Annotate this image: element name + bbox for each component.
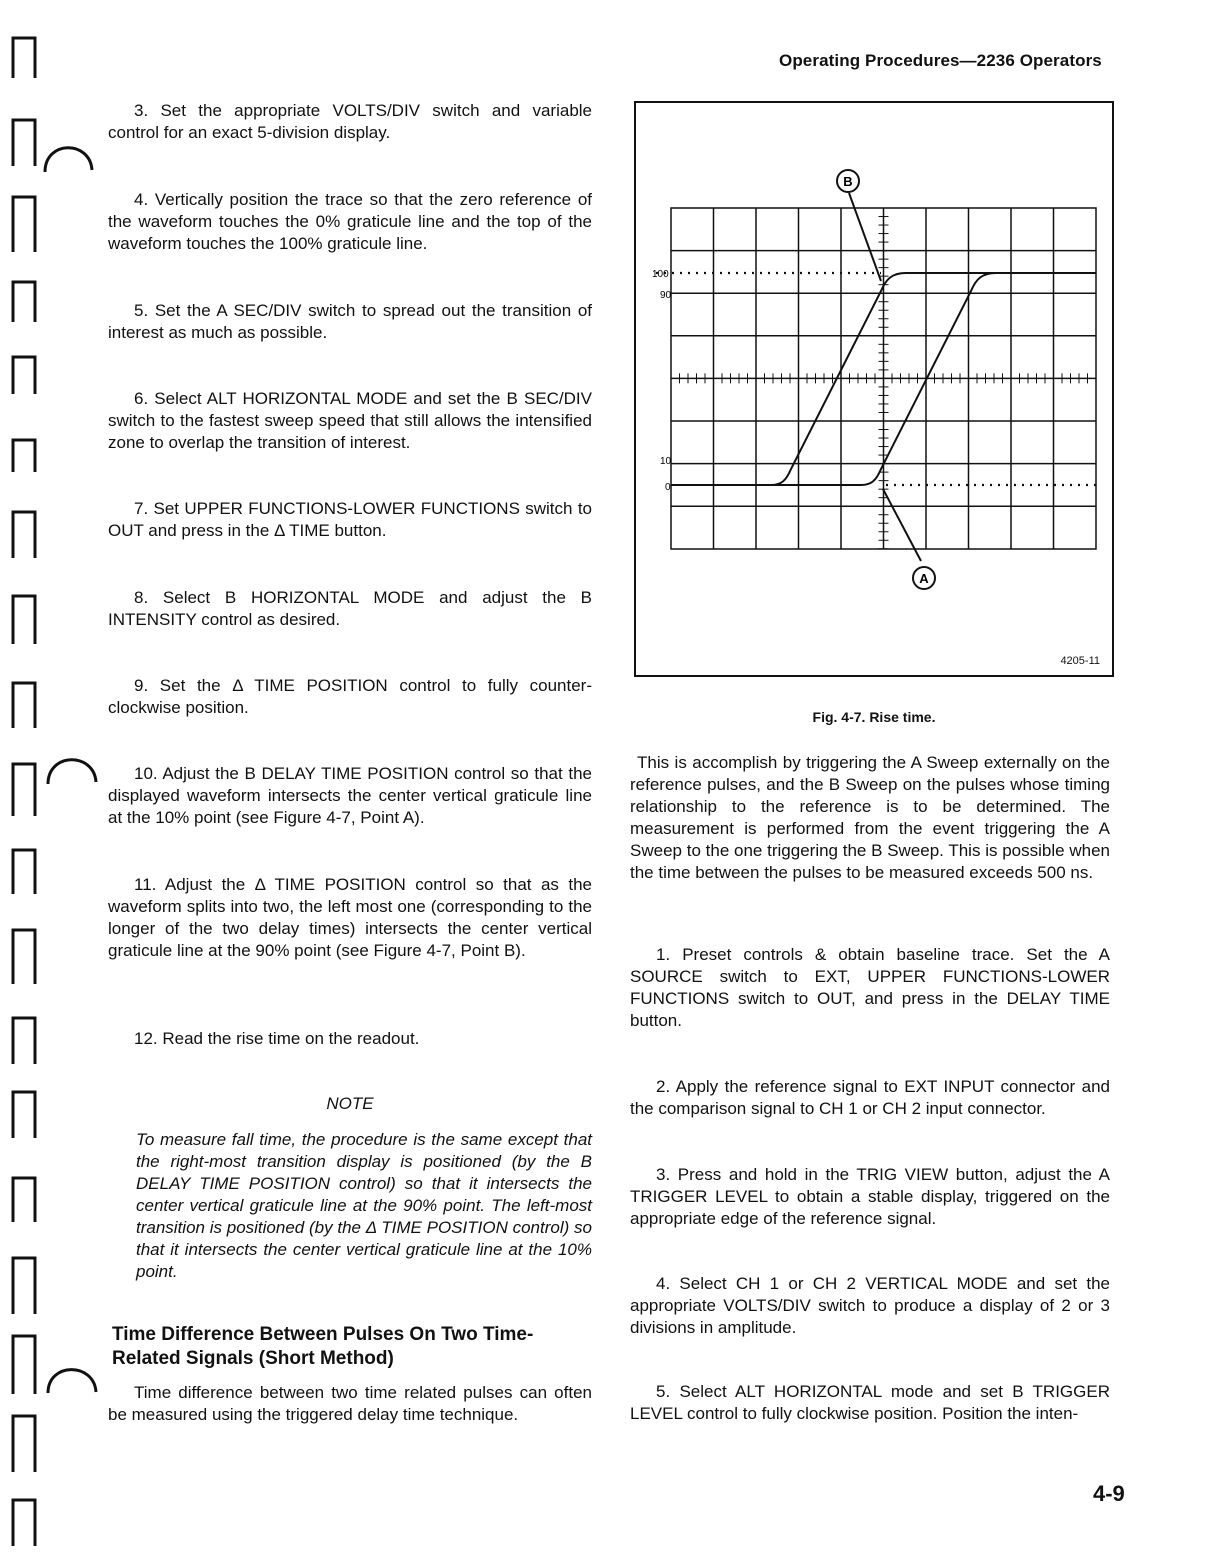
step-6: 6. Select ALT HORIZONTAL MODE and set the B SEC/DIV switch to the fastest sweep speed that still allows the intensified zone to overlap the transition of interest. bbox=[108, 389, 592, 452]
page-header: Operating Procedures—2236 Operators bbox=[779, 51, 1102, 70]
oscilloscope-graticule bbox=[636, 103, 1112, 675]
point-a-label: A bbox=[919, 571, 929, 586]
point-b-label: B bbox=[843, 174, 853, 189]
y-label-0: 0 bbox=[665, 482, 671, 493]
step-3: 3. Set the appropriate VOLTS/DIV switch and variable control for an exact 5-division display. bbox=[108, 101, 592, 142]
figure-rise-time bbox=[634, 101, 1114, 677]
y-label-90: 90 bbox=[660, 290, 672, 301]
step-8: 8. Select B HORIZONTAL MODE and adjust the B INTENSITY control as desired. bbox=[108, 588, 592, 629]
step-11: 11. Adjust the Δ TIME POSITION control so that as the waveform splits into two, the left most one (corresponding to the longer of the two delay times) intersects the center vertical graticule line at the 90% point (see Figure 4-7, Point B). bbox=[108, 875, 592, 960]
step-10: 10. Adjust the B DELAY TIME POSITION control so that the displayed waveform intersects the center vertical graticule line at the 10% point (see Figure 4-7, Point A). bbox=[108, 764, 592, 827]
y-label-10: 10 bbox=[660, 456, 672, 467]
right-step-4: 4. Select CH 1 or CH 2 VERTICAL MODE and set the appropriate VOLTS/DIV switch to produce a display of 2 or 3 divisions in amplitude. bbox=[630, 1274, 1110, 1337]
right-step-5: 5. Select ALT HORIZONTAL mode and set B TRIGGER LEVEL control to fully clockwise position. Position the inten- bbox=[630, 1382, 1110, 1423]
note-body: To measure fall time, the procedure is the same except that the right-most transition display is positioned (by the B DELAY TIME POSITION control) so that it intersects the center vertical graticule line at the 90% point. The left-most transition is positioned (by the Δ TIME POSITION control) so that it intersects the center vertical graticule line at the 10% point. bbox=[136, 1130, 592, 1281]
step-12: 12. Read the rise time on the readout. bbox=[134, 1029, 420, 1048]
right-step-3: 3. Press and hold in the TRIG VIEW button, adjust the A TRIGGER LEVEL to obtain a stable display, triggered on the appropriate edge of the reference signal. bbox=[630, 1165, 1110, 1228]
note-title: NOTE bbox=[326, 1094, 374, 1113]
pointer-a bbox=[883, 489, 921, 561]
right-step-2: 2. Apply the reference signal to EXT INPUT connector and the comparison signal to CH 1 or CH 2 input connector. bbox=[630, 1077, 1110, 1118]
step-5: 5. Set the A SEC/DIV switch to spread out the transition of interest as much as possible. bbox=[108, 301, 592, 342]
section-intro: Time difference between two time related pulses can often be measured using the triggered delay time technique. bbox=[108, 1383, 592, 1424]
binder-holes bbox=[0, 0, 100, 1566]
right-intro: This is accomplish by triggering the A Sweep externally on the reference pulses, and the B Sweep on the pulses whose timing relationship to the reference is to be determined. The measurement is performed from the event triggering the A Sweep to the one triggering the B Sweep. This is possible when the time between the pulses to be measured exceeds 500 ns. bbox=[630, 753, 1110, 882]
figure-caption: Fig. 4-7. Rise time. bbox=[812, 709, 936, 725]
pointer-b bbox=[849, 193, 881, 281]
right-step-1: 1. Preset controls & obtain baseline trace. Set the A SOURCE switch to EXT, UPPER FUNCTIONS-LOWER FUNCTIONS switch to OUT, and press in the DELAY TIME button. bbox=[630, 945, 1110, 1030]
step-9: 9. Set the Δ TIME POSITION control to fully counter-clockwise position. bbox=[108, 676, 592, 717]
section-heading: Time Difference Between Pulses On Two Time-Related Signals (Short Method) bbox=[112, 1324, 534, 1369]
step-7: 7. Set UPPER FUNCTIONS-LOWER FUNCTIONS switch to OUT and press in the Δ TIME button. bbox=[108, 499, 592, 540]
y-label-100: 100 bbox=[652, 269, 669, 280]
page-number: 4-9 bbox=[1093, 1481, 1125, 1506]
figure-code: 4205-11 bbox=[1060, 655, 1100, 667]
step-4: 4. Vertically position the trace so that the zero reference of the waveform touches the 0% graticule line and the top of the waveform touches the 100% graticule line. bbox=[108, 190, 592, 253]
